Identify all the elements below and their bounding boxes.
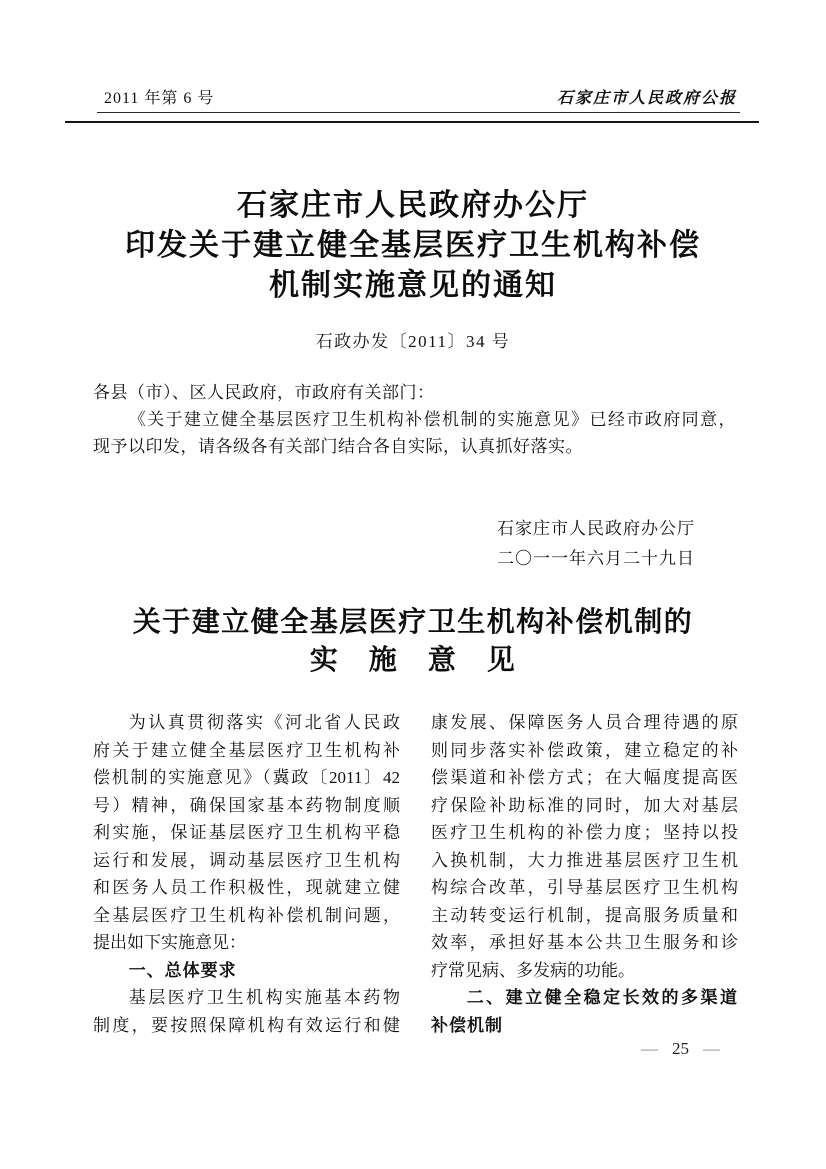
text-line: 提出如下实施意见： bbox=[93, 933, 246, 952]
signer-name: 石家庄市人民政府办公厅 bbox=[497, 519, 695, 538]
text-line: 《关于建立健全基层医疗卫生机构补偿机制的实施意见》已经市政府同意， bbox=[128, 410, 736, 429]
notice-title-line-3: 机制实施意见的通知 bbox=[269, 269, 557, 302]
text-line: 基层医疗卫生机构实施基本药物 bbox=[128, 988, 400, 1007]
opinion-title-line-2: 实 施 意 见 bbox=[309, 645, 517, 676]
text-line: 入换机制，大力推进基层医疗卫生机 bbox=[431, 850, 738, 870]
issue-number: 2011 年第 6 号 bbox=[104, 90, 215, 107]
page-footer bbox=[641, 1039, 720, 1059]
left-column bbox=[93, 709, 400, 1039]
text-line: 主动转变运行机制，提高服务质量和 bbox=[431, 905, 738, 925]
notice-title-line-2: 印发关于建立健全基层医疗卫生机构补偿 bbox=[125, 229, 701, 262]
text-line: 构综合改革，引导基层医疗卫生机构 bbox=[431, 878, 738, 897]
opinion-title-line-1: 关于建立健全基层医疗卫生机构补偿机制的 bbox=[132, 607, 694, 638]
text-line: 疗常见病、多发病的功能。 bbox=[431, 960, 635, 980]
footer-dash-left: — bbox=[641, 1039, 658, 1058]
salutation-line: 各县（市）、区人民政府，市政府有关部门： bbox=[93, 383, 435, 402]
signature-block bbox=[93, 514, 736, 574]
text-line: 效率，承担好基本公共卫生服务和诊 bbox=[431, 933, 738, 952]
text-line: 利实施，保证基层医疗卫生机构平稳 bbox=[93, 823, 400, 842]
footer-dash-right: — bbox=[703, 1039, 720, 1058]
notice-body bbox=[93, 379, 736, 460]
text-line: 全基层医疗卫生机构补偿机制问题， bbox=[93, 905, 400, 925]
text-line: 疗保险补助标准的同时，加大对基层 bbox=[431, 795, 738, 815]
notice-title-line-1: 石家庄市人民政府办公厅 bbox=[237, 189, 589, 222]
two-column-body bbox=[93, 709, 738, 1039]
doc-number: 石政办发〔2011〕34 号 bbox=[315, 332, 511, 351]
masthead bbox=[104, 89, 737, 109]
gazette-name: 石家庄市人民政府公报 bbox=[556, 90, 737, 107]
text-line: 运行和发展，调动基层医疗卫生机构 bbox=[93, 850, 400, 870]
header-rule-thin bbox=[97, 112, 740, 113]
text-line: 号）精神，确保国家基本药物制度顺 bbox=[93, 795, 400, 815]
text-line: 医疗卫生机构的补偿力度；坚持以投 bbox=[431, 823, 738, 842]
text-line: 和医务人员工作积极性，现就建立健 bbox=[93, 878, 400, 897]
section-heading: 一、总体要求 bbox=[128, 960, 237, 980]
signature-date: 二〇一一年六月二十九日 bbox=[497, 549, 695, 568]
text-line: 偿渠道和补偿方式；在大幅度提高医 bbox=[431, 768, 738, 787]
text-line: 康发展、保障医务人员合理待遇的原 bbox=[431, 713, 738, 732]
text-line: 制度，要按照保障机构有效运行和健 bbox=[93, 1015, 400, 1035]
notice-title bbox=[0, 186, 826, 306]
text-line: 府关于建立健全基层医疗卫生机构补 bbox=[93, 740, 400, 760]
text-line: 为认真贯彻落实《河北省人民政 bbox=[128, 713, 400, 732]
text-line: 偿机制的实施意见》（冀政〔2011〕42 bbox=[93, 768, 400, 787]
section-heading: 二、建立健全稳定长效的多渠道 bbox=[466, 988, 738, 1007]
section-heading: 补偿机制 bbox=[431, 1015, 503, 1035]
opinion-title bbox=[0, 604, 826, 680]
text-line: 现予以印发，请各级各有关部门结合各自实际，认真抓好落实。 bbox=[93, 437, 583, 456]
text-line: 则同步落实补偿政策，建立稳定的补 bbox=[431, 740, 738, 760]
right-column bbox=[431, 709, 738, 1039]
header-rule-thick bbox=[65, 121, 759, 123]
notice-paragraph bbox=[93, 406, 736, 460]
page-number: 25 bbox=[672, 1039, 689, 1058]
